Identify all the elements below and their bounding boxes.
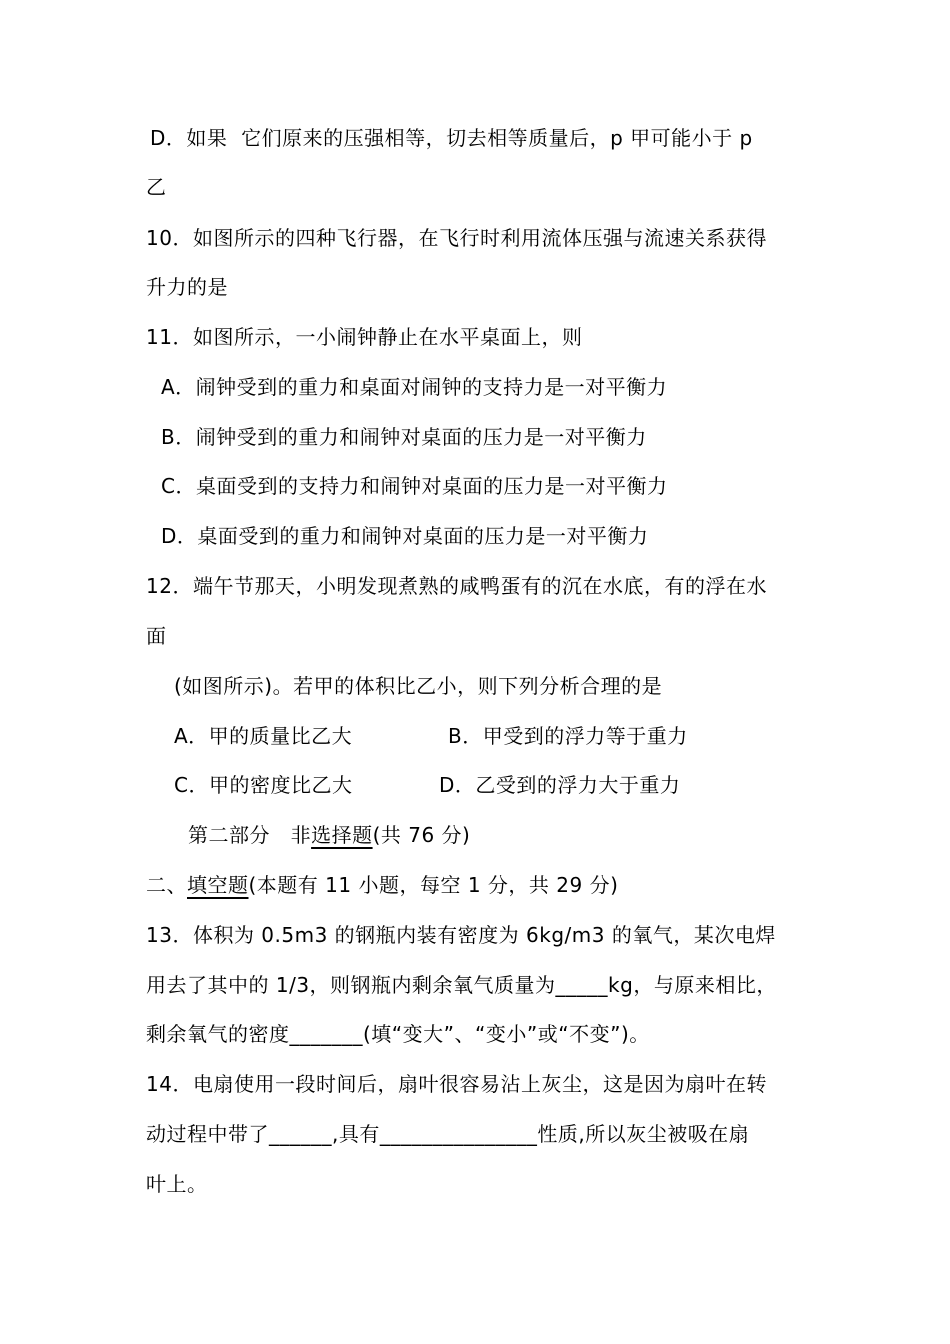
section2-suffix: (本题有 11 小题，每空 1 分，共 29 分) bbox=[248, 873, 619, 897]
q11-option-b: B．闹钟受到的重力和闹钟对桌面的压力是一对平衡力 bbox=[161, 425, 647, 449]
q9-option-d: D．如果 它们原来的压强相等，切去相等质量后，p 甲可能小于 p bbox=[150, 126, 753, 150]
q11-option-c: C．桌面受到的支持力和闹钟对桌面的压力是一对平衡力 bbox=[161, 474, 668, 498]
section2-prefix: 二、 bbox=[146, 873, 187, 897]
q13-text: 13．体积为 0.5m3 的钢瓶内装有密度为 6kg/m3 的氧气，某次电焊 bbox=[146, 923, 776, 947]
q14-text-cont2: 叶上。 bbox=[146, 1172, 208, 1196]
q13-text-cont: 用去了其中的 1/3，则钢瓶内剩余氧气质量为_____kg，与原来相比， bbox=[146, 973, 777, 997]
section2-heading bbox=[146, 872, 618, 898]
q12-option-c: C．甲的密度比乙大 bbox=[174, 773, 353, 797]
q12-option-d: D．乙受到的浮力大于重力 bbox=[439, 773, 681, 797]
q12-text: 12．端午节那天，小明发现煮熟的咸鸭蛋有的沉在水底，有的浮在水 bbox=[146, 574, 767, 598]
q10-text: 10．如图所示的四种飞行器，在飞行时利用流体压强与流速关系获得 bbox=[146, 226, 767, 250]
q12-text-cont: 面 bbox=[146, 624, 167, 648]
q14-text-cont: 动过程中带了______,具有_______________性质,所以灰尘被吸在扇 bbox=[146, 1122, 750, 1146]
q14-text: 14．电扇使用一段时间后，扇叶很容易沾上灰尘，这是因为扇叶在转 bbox=[146, 1072, 767, 1096]
part2-suffix: (共 76 分) bbox=[372, 823, 471, 847]
q12-option-a: A．甲的质量比乙大 bbox=[174, 724, 353, 748]
q11-option-d: D．桌面受到的重力和闹钟对桌面的压力是一对平衡力 bbox=[161, 524, 649, 548]
q10-text-cont: 升力的是 bbox=[146, 275, 228, 299]
section2-underlined: 填空题 bbox=[187, 873, 249, 897]
part2-prefix: 第二部分 非 bbox=[188, 823, 312, 847]
q13-text-cont2: 剩余氧气的密度_______(填“变大”、“变小”或“不变”)。 bbox=[146, 1022, 650, 1046]
q11-option-a: A．闹钟受到的重力和桌面对闹钟的支持力是一对平衡力 bbox=[161, 375, 668, 399]
part2-underlined: 选择题 bbox=[311, 823, 373, 847]
q12-option-b: B．甲受到的浮力等于重力 bbox=[448, 724, 688, 748]
q12-text-cont2: (如图所示)。若甲的体积比乙小，则下列分析合理的是 bbox=[174, 674, 663, 698]
q11-text: 11．如图所示，一小闹钟静止在水平桌面上，则 bbox=[146, 325, 583, 349]
q9-option-d-cont: 乙 bbox=[146, 175, 167, 199]
part2-heading bbox=[188, 822, 470, 848]
